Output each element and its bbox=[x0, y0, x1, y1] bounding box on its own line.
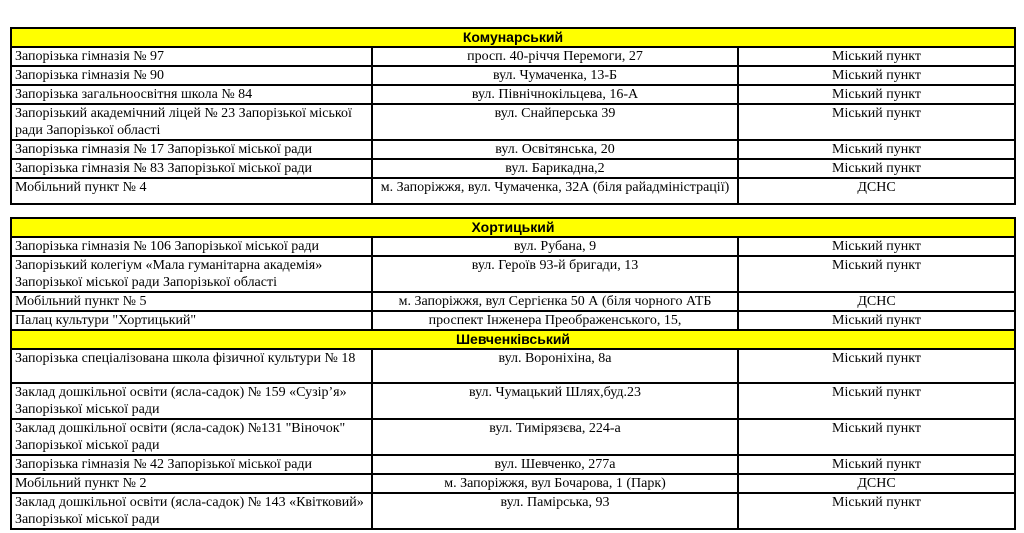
institution-cell: Запорізька загальноосвітня школа № 84 bbox=[11, 85, 372, 104]
institution-cell: Запорізька гімназія № 106 Запорізької міської ради bbox=[11, 237, 372, 256]
district-header-row bbox=[11, 330, 1015, 349]
address-cell: вул. Чумаченка, 13-Б bbox=[372, 66, 738, 85]
institution-cell: Запорізька гімназія № 42 Запорізької міської ради bbox=[11, 455, 372, 474]
point-type-cell: Міський пункт bbox=[738, 419, 1015, 455]
table-row bbox=[11, 311, 1015, 330]
institution-cell: Запорізька спеціалізована школа фізичної культури № 18 bbox=[11, 349, 372, 383]
address-cell: вул. Снайперська 39 bbox=[372, 104, 738, 140]
point-type-cell: Міський пункт bbox=[738, 66, 1015, 85]
point-type-cell: Міський пункт bbox=[738, 311, 1015, 330]
table-row bbox=[11, 493, 1015, 529]
point-type-cell: Міський пункт bbox=[738, 47, 1015, 66]
institution-cell: Запорізька гімназія № 90 bbox=[11, 66, 372, 85]
point-type-cell: ДСНС bbox=[738, 292, 1015, 311]
address-cell: вул. Рубана, 9 bbox=[372, 237, 738, 256]
district-table-shevchenkivskyi bbox=[10, 329, 1016, 530]
table-row bbox=[11, 47, 1015, 66]
institution-cell: Заклад дошкільної освіти (ясла-садок) №131 "Віночок" Запорізької міської ради bbox=[11, 419, 372, 455]
address-cell: м. Запоріжжя, вул Бочарова, 1 (Парк) bbox=[372, 474, 738, 493]
point-type-cell: Міський пункт bbox=[738, 140, 1015, 159]
address-cell: м. Запоріжжя, вул. Чумаченка, 32А (біля райадміністрації) bbox=[372, 178, 738, 204]
institution-cell: Мобільний пункт № 4 bbox=[11, 178, 372, 204]
point-type-cell: Міський пункт bbox=[738, 256, 1015, 292]
address-cell: вул. Шевченко, 277а bbox=[372, 455, 738, 474]
address-cell: просп. 40-річчя Перемоги, 27 bbox=[372, 47, 738, 66]
table-row bbox=[11, 104, 1015, 140]
table-row bbox=[11, 178, 1015, 204]
institution-cell: Запорізька гімназія № 83 Запорізької міської ради bbox=[11, 159, 372, 178]
point-type-cell: Міський пункт bbox=[738, 383, 1015, 419]
institution-cell: Мобільний пункт № 5 bbox=[11, 292, 372, 311]
institution-cell: Запорізький академічний ліцей № 23 Запорізької міської ради Запорізької області bbox=[11, 104, 372, 140]
point-type-cell: Міський пункт bbox=[738, 349, 1015, 383]
district-table-khortytskyi bbox=[10, 217, 1016, 331]
district-title: Шевченківський bbox=[11, 330, 1015, 349]
address-cell: вул. Північнокільцева, 16-А bbox=[372, 85, 738, 104]
institution-cell: Заклад дошкільної освіти (ясла-садок) № 159 «Сузір’я» Запорізької міської ради bbox=[11, 383, 372, 419]
address-cell: вул. Памірська, 93 bbox=[372, 493, 738, 529]
table-row bbox=[11, 474, 1015, 493]
institution-cell: Заклад дошкільної освіти (ясла-садок) № 143 «Квітковий» Запорізької міської ради bbox=[11, 493, 372, 529]
table-row bbox=[11, 85, 1015, 104]
table-row bbox=[11, 66, 1015, 85]
district-header-row bbox=[11, 218, 1015, 237]
institution-cell: Запорізький колегіум «Мала гуманітарна академія» Запорізької міської ради Запорізької області bbox=[11, 256, 372, 292]
table-row bbox=[11, 419, 1015, 455]
district-title: Комунарський bbox=[11, 28, 1015, 47]
point-type-cell: Міський пункт bbox=[738, 493, 1015, 529]
point-type-cell: Міський пункт bbox=[738, 85, 1015, 104]
district-table-komunarskyi bbox=[10, 27, 1016, 205]
point-type-cell: Міський пункт bbox=[738, 104, 1015, 140]
address-cell: вул. Тимірязєва, 224-а bbox=[372, 419, 738, 455]
address-cell: м. Запоріжжя, вул Сергієнка 50 А (біля чорного АТБ bbox=[372, 292, 738, 311]
address-cell: вул. Вороніхіна, 8а bbox=[372, 349, 738, 383]
table-row bbox=[11, 256, 1015, 292]
point-type-cell: ДСНС bbox=[738, 474, 1015, 493]
table-row bbox=[11, 292, 1015, 311]
district-title: Хортицький bbox=[11, 218, 1015, 237]
point-type-cell: ДСНС bbox=[738, 178, 1015, 204]
point-type-cell: Міський пункт bbox=[738, 237, 1015, 256]
address-cell: вул. Освітянська, 20 bbox=[372, 140, 738, 159]
table-row bbox=[11, 159, 1015, 178]
district-header-row bbox=[11, 28, 1015, 47]
table-row bbox=[11, 140, 1015, 159]
table-row bbox=[11, 455, 1015, 474]
table-row bbox=[11, 349, 1015, 383]
table-row bbox=[11, 383, 1015, 419]
table-row bbox=[11, 237, 1015, 256]
point-type-cell: Міський пункт bbox=[738, 159, 1015, 178]
address-cell: вул. Героїв 93-й бригади, 13 bbox=[372, 256, 738, 292]
address-cell: проспект Інженера Преображенського, 15, bbox=[372, 311, 738, 330]
address-cell: вул. Чумацький Шлях,буд.23 bbox=[372, 383, 738, 419]
institution-cell: Запорізька гімназія № 97 bbox=[11, 47, 372, 66]
institution-cell: Палац культури "Хортицький" bbox=[11, 311, 372, 330]
point-type-cell: Міський пункт bbox=[738, 455, 1015, 474]
institution-cell: Запорізька гімназія № 17 Запорізької міської ради bbox=[11, 140, 372, 159]
institution-cell: Мобільний пункт № 2 bbox=[11, 474, 372, 493]
address-cell: вул. Барикадна,2 bbox=[372, 159, 738, 178]
